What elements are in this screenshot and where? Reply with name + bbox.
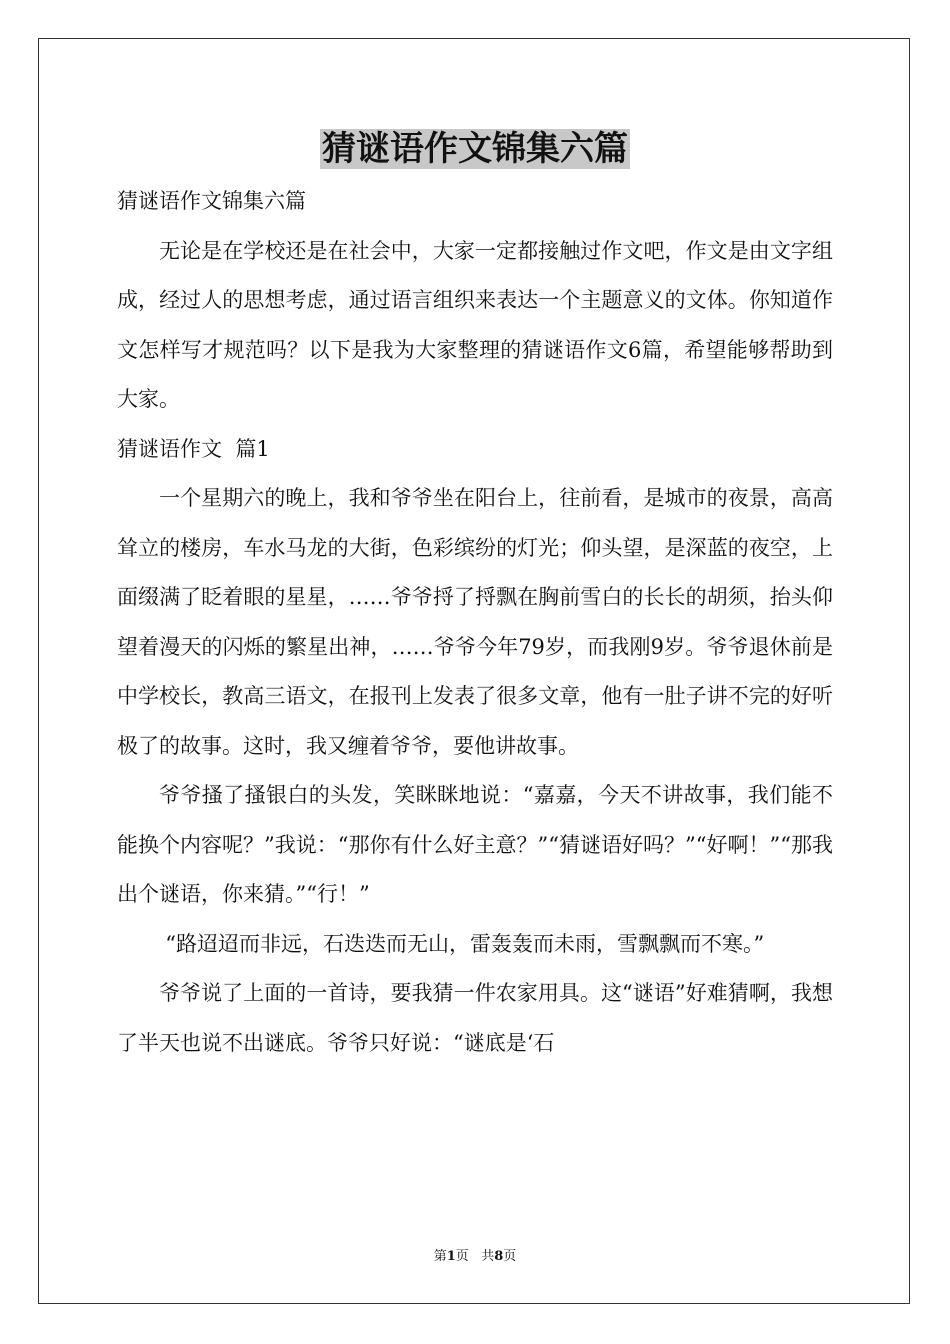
footer-page-number: 1 (446, 1249, 456, 1264)
footer-page-prefix: 第 (433, 1249, 447, 1264)
footer-total-suffix: 页 (503, 1249, 517, 1264)
document-title (0, 127, 950, 171)
body-paragraph: 猜谜语作文锦集六篇 (117, 189, 306, 213)
footer-total-prefix: 共 (481, 1249, 495, 1264)
body-paragraph: “路迢迢而非远，石迭迭而无山，雷轰轰而未雨，雪飘飘而不寒。” (165, 931, 765, 956)
body-paragraph: 爷爷说了上面的一首诗，要我猜一件农家用具。这“谜语”好难猜啊，我想了半天也说不出谜底。爷爷只好说：“谜底是‘石 (117, 981, 833, 1055)
body-paragraph: 一个星期六的晚上，我和爷爷坐在阳台上，往前看，是城市的夜景，高高耸立的楼房，车水马龙的大街，色彩缤纷的灯光；仰头望，是深蓝的夜空，上面缀满了眨着眼的星星，……爷爷捋了捋飘在胸前雪白的长长的胡须，抬头仰望着漫天的闪烁的繁星出神，……爷爷今年79岁，而我刚9岁。爷爷退休前是中学校长，教高三语文，在报刊上发表了很多文章，他有一肚子讲不完的好听极了的故事。这时，我又缠着爷爷，要他讲故事。 (117, 486, 833, 758)
document-title-text: 猜谜语作文锦集六篇 (322, 129, 628, 169)
body-paragraph: 无论是在学校还是在社会中，大家一定都接触过作文吧，作文是由文字组成，经过人的思想考虑，通过语言组织来表达一个主题意义的文体。你知道作文怎样写才规范吗？以下是我为大家整理的猜谜语作文6篇，希望能够帮助到大家。 (117, 238, 833, 411)
body-paragraph: 爷爷搔了搔银白的头发，笑眯眯地说：“嘉嘉，今天不讲故事，我们能不能换个内容呢？”我说：“那你有什么好主意？”“猜谜语好吗？”“好啊！”“那我出个谜语，你来猜。”“行！” (117, 783, 833, 906)
footer-total-pages: 8 (494, 1249, 504, 1264)
page-footer (0, 1245, 950, 1264)
document-body (117, 177, 833, 1068)
section-heading: 猜谜语作文 篇1 (117, 436, 270, 461)
footer-page-suffix: 页 (455, 1249, 469, 1264)
